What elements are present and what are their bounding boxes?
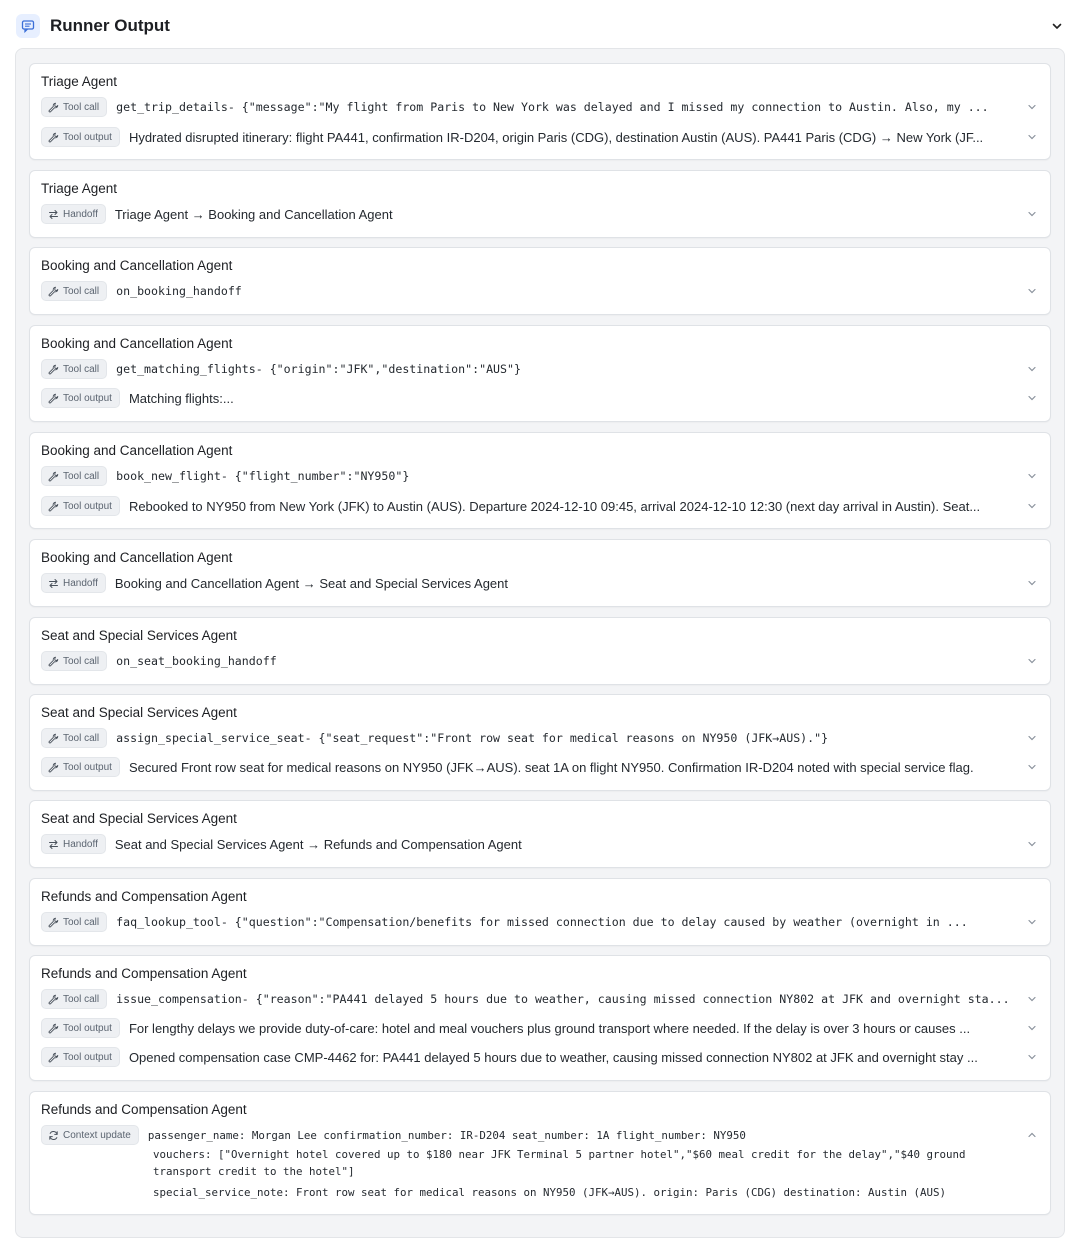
tool-call-badge: Tool call <box>41 651 107 671</box>
tool-call-row[interactable] <box>41 650 1040 672</box>
row-text: Booking and Cancellation Agent → Seat and Special Services Agent <box>114 575 508 591</box>
tool-call-badge: Tool call <box>41 466 107 486</box>
chevron-down-icon[interactable] <box>1024 759 1040 775</box>
row-text: get_trip_details- {"message":"My flight from Paris to New York was delayed and I missed my connection to Austin. Also, my ... <box>116 100 989 114</box>
wrench-icon <box>48 393 59 404</box>
chevron-down-icon[interactable] <box>1024 129 1040 145</box>
tool-output-row[interactable] <box>41 1017 1040 1039</box>
agent-name: Booking and Cancellation Agent <box>41 258 233 273</box>
wrench-icon <box>48 762 59 773</box>
runner-output-header[interactable] <box>15 10 1073 42</box>
context-line: special_service_note: Front row seat for medical reasons on NY950 (JFK→AUS). origin: Paris (CDG) destination: Austin (AUS) <box>153 1186 947 1199</box>
row-text: issue_compensation- {"reason":"PA441 delayed 5 hours due to weather, causing missed connection NY802 at JFK and overnight sta... <box>116 992 1010 1006</box>
agent-name: Booking and Cancellation Agent <box>41 336 233 351</box>
row-text: book_new_flight- {"flight_number":"NY950"} <box>116 469 410 483</box>
message-icon <box>16 14 40 38</box>
context-line: vouchers: ["Overnight hotel covered up to $180 near JFK Terminal 5 partner hotel","$60 meal credit for the delay","$40 ground transport credit to the hotel"] <box>153 1148 966 1178</box>
tool-output-row[interactable] <box>41 756 1040 778</box>
page-title: Runner Output <box>50 16 170 35</box>
handoff-badge: Handoff <box>41 204 106 224</box>
agent-name: Triage Agent <box>41 74 118 89</box>
agent-card <box>29 800 1051 868</box>
wrench-icon <box>48 102 59 113</box>
agent-name: Seat and Special Services Agent <box>41 811 237 826</box>
tool-output-row[interactable] <box>41 1046 1040 1068</box>
chevron-down-icon[interactable] <box>1024 653 1040 669</box>
wrench-icon <box>48 994 59 1005</box>
tool-call-badge: Tool call <box>41 359 107 379</box>
tool-call-badge: Tool call <box>41 989 107 1009</box>
agent-name: Booking and Cancellation Agent <box>41 443 233 458</box>
chevron-down-icon[interactable] <box>1024 283 1040 299</box>
chevron-down-icon[interactable] <box>1024 836 1040 852</box>
handoff-badge: Handoff <box>41 834 106 854</box>
tool-call-badge: Tool call <box>41 728 107 748</box>
row-text: Matching flights:... <box>128 390 234 406</box>
context-body <box>153 1146 980 1201</box>
chevron-down-icon[interactable] <box>1024 498 1040 514</box>
agent-card <box>29 247 1051 315</box>
wrench-icon <box>48 501 59 512</box>
chevron-down-icon[interactable] <box>1024 730 1040 746</box>
agent-name: Seat and Special Services Agent <box>41 628 237 643</box>
tool-output-badge: Tool output <box>41 127 120 147</box>
agent-name: Seat and Special Services Agent <box>41 705 237 720</box>
wrench-icon <box>48 917 59 928</box>
row-text: faq_lookup_tool- {"question":"Compensation/benefits for missed connection due to delay caused by weather (overnight in ... <box>116 915 968 929</box>
row-text: get_matching_flights- {"origin":"JFK","destination":"AUS"} <box>116 362 521 376</box>
chevron-up-icon[interactable] <box>1024 1127 1040 1143</box>
handoff-row[interactable] <box>41 572 1040 594</box>
swap-arrows-icon <box>48 209 59 220</box>
tool-output-badge: Tool output <box>41 1047 120 1067</box>
tool-output-row[interactable] <box>41 387 1040 409</box>
agent-card <box>29 432 1051 529</box>
refresh-icon <box>48 1130 59 1141</box>
agent-card <box>29 170 1051 238</box>
handoff-row[interactable] <box>41 833 1040 855</box>
context-update-row[interactable] <box>41 1124 1040 1146</box>
chevron-down-icon[interactable] <box>1024 1049 1040 1065</box>
wrench-icon <box>48 364 59 375</box>
agent-card <box>29 878 1051 946</box>
tool-call-badge: Tool call <box>41 912 107 932</box>
tool-call-row[interactable] <box>41 358 1040 380</box>
tool-output-row[interactable] <box>41 495 1040 517</box>
tool-call-row[interactable] <box>41 96 1040 118</box>
agent-card <box>29 539 1051 607</box>
agent-card <box>29 955 1051 1081</box>
tool-call-row[interactable] <box>41 911 1040 933</box>
tool-output-badge: Tool output <box>41 388 120 408</box>
tool-output-row[interactable] <box>41 126 1040 148</box>
tool-output-badge: Tool output <box>41 496 120 516</box>
chevron-down-icon[interactable] <box>1024 390 1040 406</box>
chevron-down-icon[interactable] <box>1024 361 1040 377</box>
agent-name: Refunds and Compensation Agent <box>41 966 247 981</box>
tool-call-row[interactable] <box>41 280 1040 302</box>
row-text: assign_special_service_seat- {"seat_request":"Front row seat for medical reasons on NY950 (JFK→AUS)."} <box>116 731 829 745</box>
wrench-icon <box>48 471 59 482</box>
agent-name: Booking and Cancellation Agent <box>41 550 233 565</box>
chevron-down-icon[interactable] <box>1024 468 1040 484</box>
tool-output-badge: Tool output <box>41 757 120 777</box>
swap-arrows-icon <box>48 839 59 850</box>
agent-card <box>29 1091 1051 1215</box>
chevron-down-icon[interactable] <box>1024 1020 1040 1036</box>
agent-card <box>29 325 1051 422</box>
row-text: Opened compensation case CMP-4462 for: PA441 delayed 5 hours due to weather, causing missed connection NY802 at JFK and overnight stay ... <box>128 1049 978 1065</box>
tool-output-badge: Tool output <box>41 1018 120 1038</box>
row-text: Seat and Special Services Agent → Refunds and Compensation Agent <box>114 836 522 852</box>
wrench-icon <box>48 132 59 143</box>
tool-call-row[interactable] <box>41 988 1040 1010</box>
swap-arrows-icon <box>48 578 59 589</box>
agent-name: Refunds and Compensation Agent <box>41 1102 247 1117</box>
chevron-down-icon[interactable] <box>1024 575 1040 591</box>
wrench-icon <box>48 733 59 744</box>
agent-card <box>29 694 1051 791</box>
handoff-row[interactable] <box>41 203 1040 225</box>
tool-call-row[interactable] <box>41 465 1040 487</box>
collapse-chevron-icon[interactable] <box>1049 18 1065 34</box>
row-text: Rebooked to NY950 from New York (JFK) to Austin (AUS). Departure 2024-12-10 09:45, arrival 2024-12-10 12:30 (next day arrival in Austin). Seat... <box>128 498 981 514</box>
wrench-icon <box>48 286 59 297</box>
tool-call-row[interactable] <box>41 727 1040 749</box>
wrench-icon <box>48 1023 59 1034</box>
context-line: passenger_name: Morgan Lee confirmation_number: IR-D204 seat_number: 1A flight_number: NY950 <box>147 1128 746 1142</box>
tool-call-badge: Tool call <box>41 97 107 117</box>
row-text: Secured Front row seat for medical reasons on NY950 (JFK→AUS). seat 1A on flight NY950. Confirmation IR-D204 noted with special service flag. <box>128 759 974 775</box>
context-update-badge: Context update <box>41 1125 139 1145</box>
wrench-icon <box>48 656 59 667</box>
row-text: For lengthy delays we provide duty-of-care: hotel and meal vouchers plus ground transport where needed. If the delay is over 3 hours or causes ... <box>128 1020 971 1036</box>
chevron-down-icon[interactable] <box>1024 991 1040 1007</box>
agent-card <box>29 617 1051 685</box>
row-text: on_seat_booking_handoff <box>116 654 277 668</box>
handoff-badge: Handoff <box>41 573 106 593</box>
row-text: Triage Agent → Booking and Cancellation Agent <box>114 206 393 222</box>
row-text: Hydrated disrupted itinerary: flight PA441, confirmation IR-D204, origin Paris (CDG), destination Austin (AUS). PA441 Paris (CDG) → New York (JF... <box>128 129 984 145</box>
chevron-down-icon[interactable] <box>1024 206 1040 222</box>
agent-name: Refunds and Compensation Agent <box>41 889 247 904</box>
tool-call-badge: Tool call <box>41 281 107 301</box>
chevron-down-icon[interactable] <box>1024 914 1040 930</box>
wrench-icon <box>48 1052 59 1063</box>
agent-name: Triage Agent <box>41 181 118 196</box>
runner-output-panel <box>15 48 1065 1238</box>
chevron-down-icon[interactable] <box>1024 99 1040 115</box>
row-text: on_booking_handoff <box>116 284 242 298</box>
agent-card <box>29 63 1051 160</box>
